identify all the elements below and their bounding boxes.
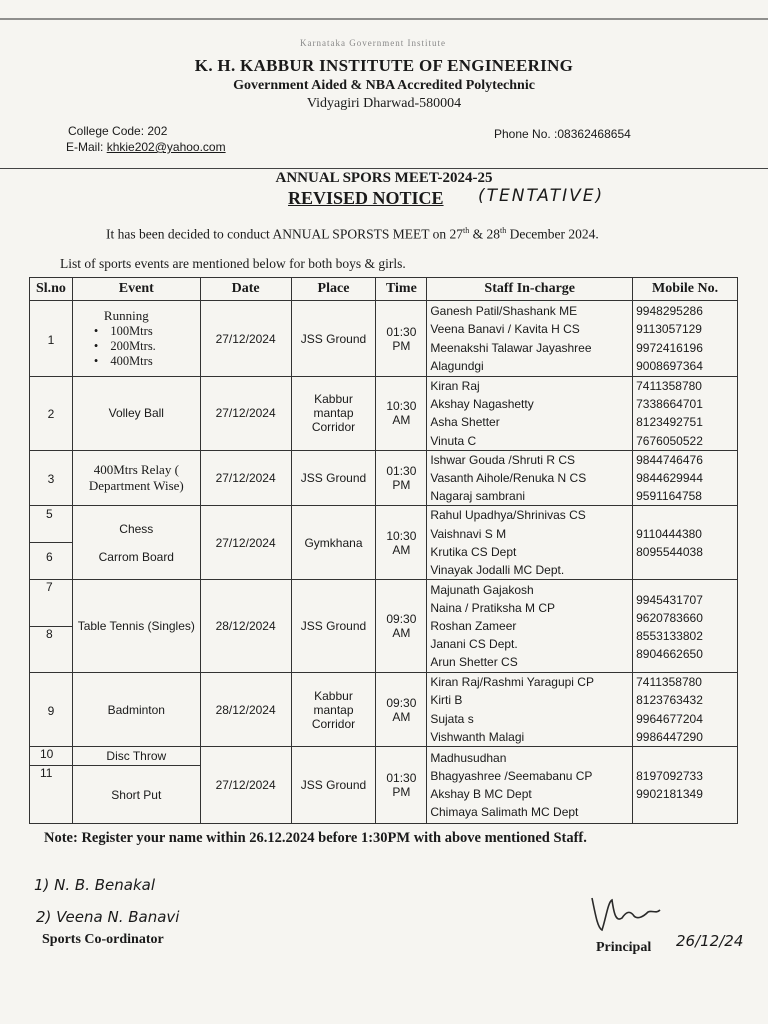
slno-value: 10 (30, 747, 72, 766)
staff-name: Madhusudhan (430, 750, 507, 765)
staff-name: Vishwanth Malagi (430, 729, 525, 744)
slno-value: 11 (40, 765, 53, 780)
staff-cell (427, 506, 633, 580)
date-cell: 27/12/2024 (200, 377, 291, 451)
mobile-number: 9844746476 (636, 452, 703, 467)
slno-value: 6 (46, 550, 53, 565)
header-slno: Sl.no (30, 278, 73, 301)
top-border-line (0, 18, 768, 20)
staff-name: Majunath Gajakosh (430, 582, 534, 597)
staff-name: Ishwar Gouda /Shruti R CS (430, 452, 576, 467)
header-mobile: Mobile No. (633, 278, 738, 301)
place-cell: Kabbur mantap Corridor (291, 377, 376, 451)
staff-cell (427, 301, 633, 377)
staff-name: Akshay B MC Dept (430, 787, 532, 802)
slno-cell: 2 (30, 377, 73, 451)
registration-note: Note: Register your name within 26.12.2024 before 1:30PM with above mentioned Staff. (44, 830, 587, 846)
slno-cell: 1 (30, 301, 73, 377)
table-row (30, 506, 738, 580)
event-name: Chess (119, 521, 154, 536)
staff-name: Rahul Upadhya/Shrinivas CS (430, 508, 586, 523)
event-name: Short Put (111, 788, 162, 803)
sub-event: • 400Mtrs (112, 354, 197, 369)
institute-name: K. H. KABBUR INSTITUTE OF ENGINEERING (194, 56, 574, 75)
event-name: Running (103, 308, 149, 323)
staff-name: Roshan Zameer (430, 618, 517, 633)
staff-name: Sujata s (430, 711, 474, 726)
place-cell: Gymkhana (291, 506, 376, 580)
staff-cell (427, 747, 633, 824)
college-code: College Code: 202 (68, 124, 168, 138)
mobile-number: 8904662650 (636, 647, 703, 662)
mobile-number: 7676050522 (636, 433, 703, 448)
staff-cell (427, 377, 633, 451)
para1-sup-1: th (462, 226, 470, 235)
event-cell: Volley Ball (72, 377, 200, 451)
mobile-number: 9844629944 (636, 470, 703, 485)
staff-name: Arun Shetter CS (430, 655, 518, 670)
mobile-number: 7411358780 (636, 675, 702, 690)
staff-name: Kiran Raj/Rashmi Yaragupi CP (430, 675, 594, 690)
mobile-cell (633, 747, 738, 824)
header-event: Event (72, 278, 200, 301)
staff-name: Vinayak Jodalli MC Dept. (430, 562, 565, 577)
time-cell: 01:30 PM (376, 301, 427, 377)
para1-part-b: & 28 (469, 226, 500, 242)
mobile-number: 9948295286 (636, 304, 703, 319)
staff-name: Ganesh Patil/Shashank ME (430, 304, 578, 319)
date-cell: 28/12/2024 (200, 580, 291, 673)
events-table (29, 277, 738, 824)
mobile-cell (633, 673, 738, 747)
slno-cell: 9 (30, 673, 73, 747)
slno-cell: 3 (30, 450, 73, 506)
place-cell: JSS Ground (291, 450, 376, 506)
slno-cell (30, 580, 73, 673)
mobile-number: 9986447290 (636, 729, 703, 744)
time-cell: 01:30 PM (376, 747, 427, 824)
coordinator-label: Sports Co-ordinator (42, 932, 164, 947)
table-row (30, 377, 738, 451)
event-name: Carrom Board (98, 549, 174, 564)
staff-name: Bhagyashree /Seemabanu CP (430, 768, 593, 783)
slno-cell (30, 506, 73, 580)
para1-part-c: December 2024. (506, 226, 599, 242)
coordinator-2-signature: 2) Veena N. Banavi (36, 908, 180, 926)
mobile-number: 7411358780 (636, 379, 702, 393)
mobile-cell (633, 580, 738, 673)
mobile-number: 9008697364 (636, 358, 703, 373)
notice-title: ANNUAL SPORS MEET-2024-25 (275, 170, 493, 186)
mobile-number: 9620783660 (636, 610, 703, 625)
staff-cell (427, 450, 633, 506)
header-date: Date (200, 278, 291, 301)
staff-name: Kiran Raj (430, 379, 480, 393)
phone-number: Phone No. :08362468654 (494, 127, 631, 141)
table-row (30, 301, 738, 377)
time-cell: 09:30 AM (376, 580, 427, 673)
faint-header-text: Karnataka Government Institute (300, 38, 446, 48)
slno-cell (30, 747, 73, 824)
principal-date: 26/12/24 (676, 932, 744, 950)
institute-subtitle: Government Aided & NBA Accredited Polytechnic (233, 78, 535, 93)
event-cell (72, 506, 200, 580)
date-cell: 27/12/2024 (200, 506, 291, 580)
time-cell: 10:30 AM (376, 506, 427, 580)
place-cell: JSS Ground (291, 580, 376, 673)
mobile-number: 9110444380 (636, 526, 702, 541)
table-row (30, 673, 738, 747)
mobile-number: 9591164758 (636, 489, 702, 504)
para1-part-a: It has been decided to conduct ANNUAL SPORSTS MEET on 27 (106, 226, 463, 242)
mobile-cell (633, 506, 738, 580)
slno-value: 8 (46, 626, 53, 641)
mobile-number: 9945431707 (636, 592, 703, 607)
date-cell: 28/12/2024 (200, 673, 291, 747)
table-header-row (30, 278, 738, 301)
staff-name: Vasanth Aihole/Renuka N CS (430, 470, 587, 485)
date-cell: 27/12/2024 (200, 747, 291, 824)
event-cell (72, 747, 200, 824)
mobile-number: 8123492751 (636, 415, 703, 430)
event-cell: 400Mtrs Relay ( Department Wise) (72, 450, 200, 506)
staff-name: Veena Banavi / Kavita H CS (430, 322, 580, 337)
event-cell: Badminton (72, 673, 200, 747)
notice-subtitle: REVISED NOTICE (288, 188, 444, 208)
table-row (30, 450, 738, 506)
staff-name: Vinuta C (430, 433, 477, 448)
coordinator-1-signature: 1) N. B. Benakal (34, 876, 156, 894)
slno-value: 7 (30, 580, 72, 627)
time-cell: 01:30 PM (376, 450, 427, 506)
institute-address: Vidyagiri Dharwad-580004 (306, 96, 462, 111)
staff-cell (427, 673, 633, 747)
staff-name: Alagundgi (430, 358, 484, 373)
mobile-number: 7338664701 (636, 397, 703, 412)
staff-name: Akshay Nagashetty (430, 397, 534, 412)
date-cell: 27/12/2024 (200, 301, 291, 377)
tentative-handwritten: (TENTATIVE) (478, 186, 605, 206)
mobile-number: 8095544038 (636, 544, 703, 559)
date-cell: 27/12/2024 (200, 450, 291, 506)
notice-paragraph-2: List of sports events are mentioned below for both boys & girls. (60, 256, 406, 271)
slno-value: 5 (30, 507, 72, 544)
header-staff: Staff In-charge (427, 278, 633, 301)
staff-name: Naina / Pratiksha M CP (430, 600, 556, 615)
email-link[interactable]: khkie202@yahoo.com (106, 140, 226, 154)
principal-label: Principal (596, 940, 652, 955)
mobile-number: 9113057129 (636, 322, 702, 337)
mobile-cell (633, 377, 738, 451)
mobile-number: 9972416196 (636, 340, 703, 355)
staff-name: Chimaya Salimath MC Dept (430, 805, 579, 820)
time-cell: 09:30 AM (376, 673, 427, 747)
staff-name: Kirti B (430, 693, 463, 708)
place-cell: JSS Ground (291, 747, 376, 824)
header-place: Place (291, 278, 376, 301)
staff-cell (427, 580, 633, 673)
sub-event: • 200Mtrs. (112, 339, 197, 354)
principal-signature-icon (586, 888, 676, 938)
staff-name: Nagaraj sambrani (430, 489, 526, 504)
header-divider (0, 168, 768, 169)
table-row (30, 580, 738, 673)
place-cell: JSS Ground (291, 301, 376, 377)
staff-name: Asha Shetter (430, 415, 500, 430)
mobile-number: 9964677204 (636, 711, 703, 726)
staff-name: Vaishnavi S M (430, 526, 507, 541)
table-row (30, 747, 738, 824)
header-time: Time (376, 278, 427, 301)
staff-name: Krutika CS Dept (430, 544, 517, 559)
sub-event-list (76, 324, 197, 369)
mobile-cell (633, 450, 738, 506)
mobile-number: 8123763432 (636, 693, 703, 708)
place-cell: Kabbur mantap Corridor (291, 673, 376, 747)
para1-sup-2: th (499, 226, 507, 235)
event-cell (72, 301, 200, 377)
time-cell: 10:30 AM (376, 377, 427, 451)
mobile-cell (633, 301, 738, 377)
notice-paragraph-1 (106, 226, 599, 243)
staff-name: Meenakshi Talawar Jayashree (430, 340, 592, 355)
staff-name: Janani CS Dept. (430, 637, 518, 652)
mobile-number: 9902181349 (636, 787, 703, 802)
event-name: Disc Throw (73, 747, 200, 766)
sub-event: • 100Mtrs (112, 324, 197, 339)
mobile-number: 8197092733 (636, 768, 703, 783)
event-cell: Table Tennis (Singles) (72, 580, 200, 673)
email-line (66, 140, 226, 154)
mobile-number: 8553133802 (636, 629, 703, 644)
email-label: E-Mail: (66, 140, 104, 154)
